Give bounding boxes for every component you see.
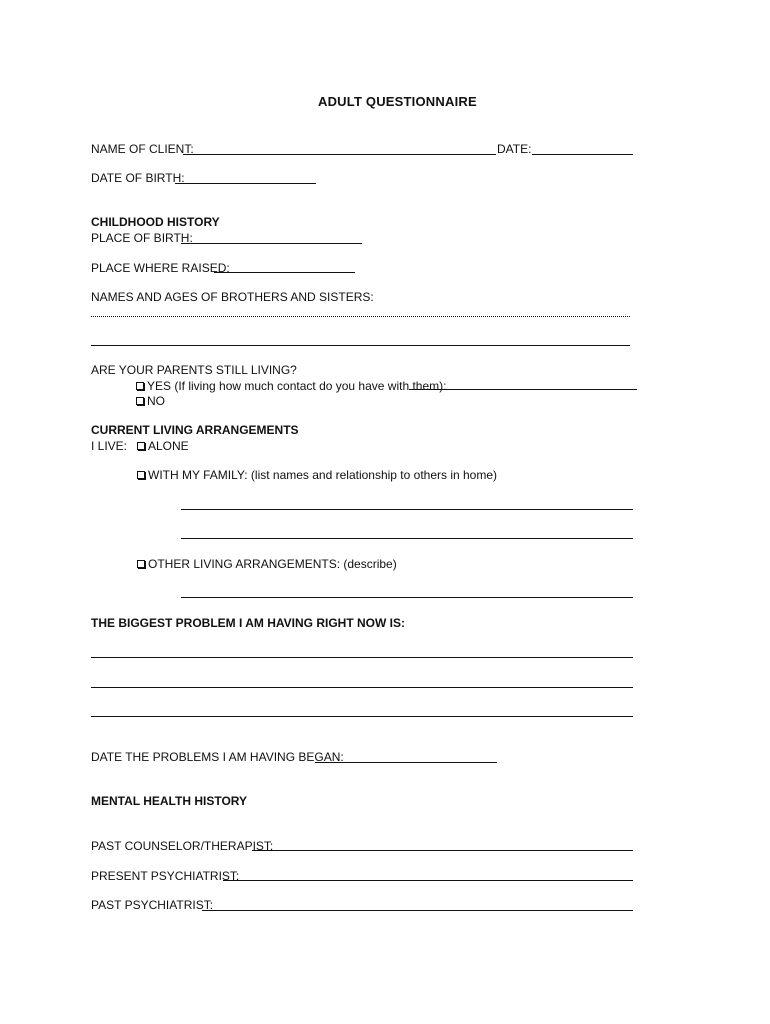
- past-counselor-label: PAST COUNSELOR/THERAPIST:: [91, 839, 274, 853]
- i-live-label: I LIVE:: [91, 439, 128, 453]
- siblings-field-2[interactable]: [91, 345, 630, 346]
- dob-field[interactable]: [175, 183, 316, 184]
- place-of-birth-label: PLACE OF BIRTH:: [91, 231, 193, 245]
- no-checkbox[interactable]: [136, 397, 144, 405]
- alone-label: ALONE: [148, 439, 189, 453]
- other-checkbox[interactable]: [137, 560, 145, 568]
- past-psychiatrist-label: PAST PSYCHIATRIST:: [91, 898, 214, 912]
- present-psychiatrist-field[interactable]: [223, 880, 633, 881]
- family-field-2[interactable]: [181, 538, 633, 539]
- dob-label: DATE OF BIRTH:: [91, 171, 185, 185]
- alone-option[interactable]: [137, 439, 189, 453]
- other-field[interactable]: [181, 597, 633, 598]
- place-of-birth-field[interactable]: [181, 243, 362, 244]
- family-option[interactable]: [137, 468, 497, 482]
- problem-field-1[interactable]: [91, 657, 633, 658]
- yes-label: YES (If living how much contact do you have with them):: [147, 379, 447, 393]
- childhood-history-heading: CHILDHOOD HISTORY: [91, 215, 220, 229]
- parents-question: ARE YOUR PARENTS STILL LIVING?: [91, 363, 297, 377]
- living-heading: CURRENT LIVING ARRANGEMENTS: [91, 423, 299, 437]
- alone-checkbox[interactable]: [137, 442, 145, 450]
- family-field-1[interactable]: [181, 509, 633, 510]
- no-label: NO: [147, 394, 165, 408]
- parents-no-option[interactable]: [136, 394, 165, 408]
- yes-checkbox[interactable]: [136, 382, 144, 390]
- mental-health-heading: MENTAL HEALTH HISTORY: [91, 794, 247, 808]
- problem-began-label: DATE THE PROBLEMS I AM HAVING BEGAN:: [91, 750, 344, 764]
- client-name-field[interactable]: [183, 154, 496, 155]
- date-label: DATE:: [497, 142, 532, 156]
- problem-field-3[interactable]: [91, 716, 633, 717]
- past-counselor-field[interactable]: [252, 850, 633, 851]
- date-field[interactable]: [532, 154, 633, 155]
- family-label: WITH MY FAMILY: (list names and relationship to others in home): [148, 468, 498, 482]
- place-raised-label: PLACE WHERE RAISED:: [91, 261, 230, 275]
- problem-heading: THE BIGGEST PROBLEM I AM HAVING RIGHT NOW IS:: [91, 616, 405, 630]
- other-label: OTHER LIVING ARRANGEMENTS: (describe): [148, 557, 397, 571]
- client-name-label: NAME OF CLIENT:: [91, 142, 194, 156]
- form-title: ADULT QUESTIONNAIRE: [318, 94, 477, 109]
- siblings-field-1[interactable]: [91, 316, 630, 317]
- past-psychiatrist-field[interactable]: [202, 910, 633, 911]
- place-raised-field[interactable]: [214, 272, 355, 273]
- other-option[interactable]: [137, 557, 397, 571]
- present-psychiatrist-label: PRESENT PSYCHIATRIST:: [91, 869, 240, 883]
- problem-began-field[interactable]: [315, 762, 497, 763]
- problem-field-2[interactable]: [91, 687, 633, 688]
- siblings-label: NAMES AND AGES OF BROTHERS AND SISTERS:: [91, 290, 374, 304]
- parents-contact-field[interactable]: [409, 389, 637, 390]
- family-checkbox[interactable]: [137, 471, 145, 479]
- parents-yes-option[interactable]: [136, 379, 446, 393]
